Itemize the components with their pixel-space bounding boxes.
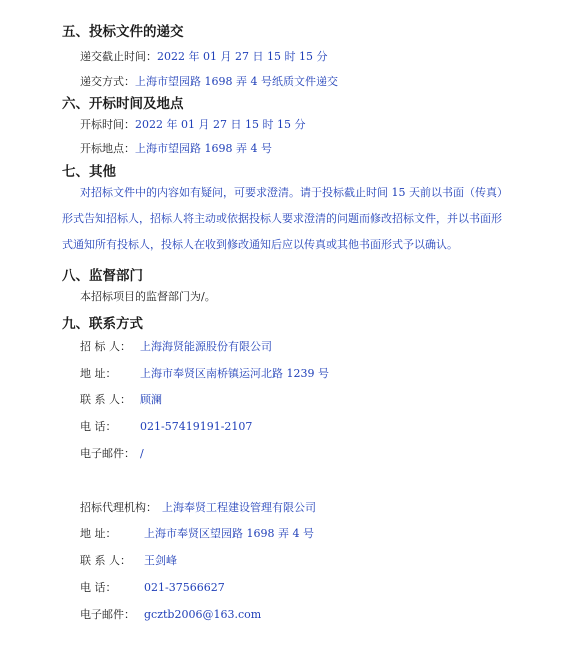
submission-deadline-value: 2022 年 01 月 27 日 15 时 15 分 [157, 50, 328, 63]
tenderer-address-value: 上海市奉贤区南桥镇运河北路 1239 号 [140, 367, 329, 380]
opening-place-value: 上海市望园路 1698 弄 4 号 [135, 142, 272, 155]
opening-time-value: 2022 年 01 月 27 日 15 时 15 分 [135, 118, 306, 131]
tenderer-name-row [80, 340, 272, 354]
opening-place-label: 开标地点： [80, 142, 135, 155]
agency-email-value[interactable]: gcztb2006@163.com [144, 608, 262, 621]
submission-deadline-row [80, 50, 327, 64]
tenderer-email-row [80, 447, 144, 461]
other-paragraph-line-3: 式通知所有投标人，投标人在收到修改通知后应以传真或其他书面形式予以确认。 [62, 238, 458, 251]
submission-method-label: 递交方式： [80, 75, 135, 88]
tenderer-contact-value: 顾澜 [140, 393, 162, 406]
opening-place-row [80, 142, 272, 156]
supervision-text: 本招标项目的监督部门为/。 [80, 290, 216, 303]
opening-time-row [80, 118, 305, 132]
agency-email-label: 电子邮件： [80, 608, 135, 621]
tenderer-phone-row [80, 420, 252, 434]
agency-email-row [80, 608, 261, 622]
agency-contact-row [80, 554, 177, 568]
other-paragraph-line-1: 对招标文件中的内容如有疑问，可要求澄清。请于投标截止时间 15 天前以书面（传真） [80, 186, 508, 199]
tenderer-name-value: 上海海贤能源股份有限公司 [140, 340, 272, 353]
agency-contact-value: 王剑峰 [144, 554, 177, 567]
tenderer-name-label: 招 标 人： [80, 340, 131, 353]
agency-address-value: 上海市奉贤区望园路 1698 弄 4 号 [144, 527, 314, 540]
tenderer-phone-label: 电 话： [80, 420, 117, 433]
section-8-heading: 八、监督部门 [62, 268, 143, 284]
agency-phone-label: 电 话： [80, 581, 117, 594]
tenderer-address-row [80, 367, 329, 381]
submission-deadline-label: 递交截止时间： [80, 50, 157, 63]
other-paragraph-line-2: 形式告知招标人，招标人将主动或依据投标人要求澄清的问题而修改招标文件，并以书面形 [62, 212, 502, 225]
tenderer-email-value: / [140, 447, 144, 460]
agency-phone-row [80, 581, 225, 595]
tenderer-contact-label: 联 系 人： [80, 393, 131, 406]
section-7-heading: 七、其他 [62, 164, 116, 180]
tenderer-address-label: 地 址： [80, 367, 117, 380]
agency-name-row [80, 501, 316, 515]
agency-address-row [80, 527, 314, 541]
section-5-heading: 五、投标文件的递交 [62, 24, 184, 40]
opening-time-label: 开标时间： [80, 118, 135, 131]
submission-method-value: 上海市望园路 1698 弄 4 号纸质文件递交 [135, 75, 338, 88]
agency-name-label: 招标代理机构： [80, 501, 157, 514]
tenderer-phone-value: 021-57419191-2107 [140, 420, 253, 433]
agency-address-label: 地 址： [80, 527, 117, 540]
agency-phone-value: 021-37566627 [144, 581, 225, 594]
agency-contact-label: 联 系 人： [80, 554, 131, 567]
agency-name-value: 上海奉贤工程建设管理有限公司 [162, 501, 316, 514]
section-6-heading: 六、开标时间及地点 [62, 96, 184, 112]
submission-method-row [80, 75, 338, 89]
tenderer-contact-row [80, 393, 162, 407]
section-9-heading: 九、联系方式 [62, 316, 143, 332]
tenderer-email-label: 电子邮件： [80, 447, 135, 460]
